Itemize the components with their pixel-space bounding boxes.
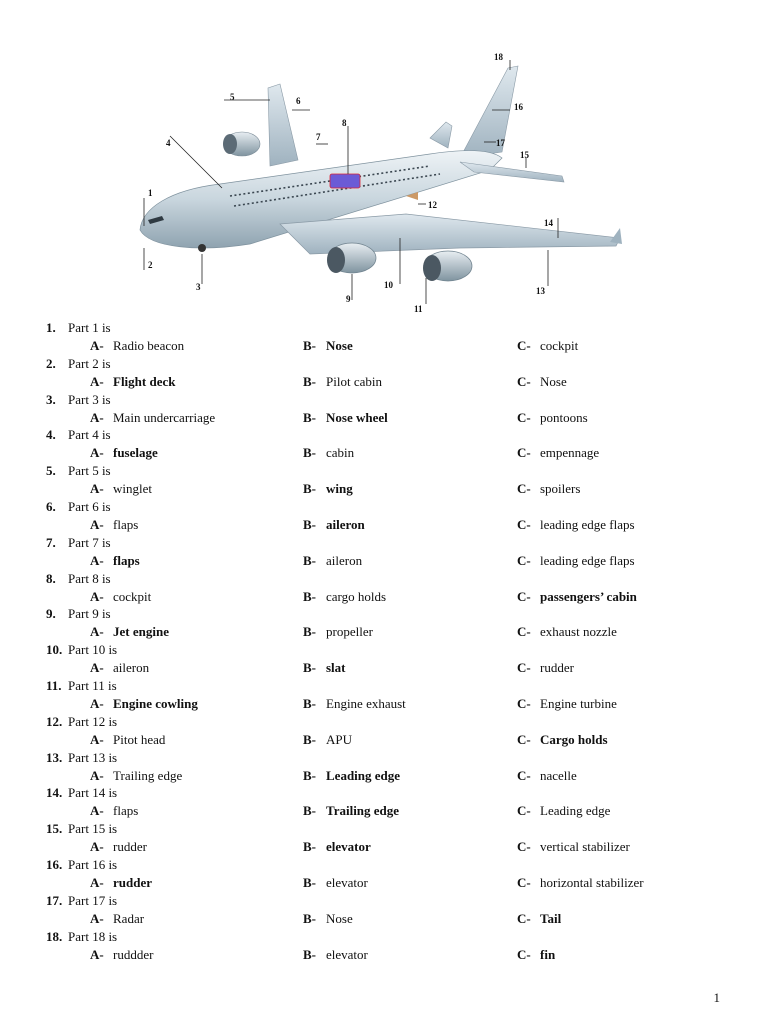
option-c[interactable] [517, 839, 630, 855]
question-prompt [46, 750, 117, 766]
option-a[interactable] [90, 338, 184, 354]
option-label: B- [303, 767, 316, 783]
option-c[interactable] [517, 732, 608, 748]
option-label: B- [303, 445, 316, 461]
question-prompt [46, 857, 117, 873]
option-text: exhaust nozzle [540, 624, 617, 640]
option-label: C- [517, 409, 531, 425]
question-prompt [46, 893, 117, 909]
option-label: B- [303, 839, 316, 855]
option-c[interactable] [517, 445, 599, 461]
option-c[interactable] [517, 338, 578, 354]
option-text: Nose [326, 910, 353, 926]
option-text: winglet [113, 481, 152, 497]
option-b[interactable] [303, 732, 352, 748]
option-text: Trailing edge [326, 803, 400, 819]
question-item [0, 356, 768, 392]
callout-15: 15 [520, 150, 529, 160]
question-number: 3. [46, 391, 56, 407]
option-text: spoilers [540, 481, 581, 497]
option-a[interactable] [90, 839, 147, 855]
option-c[interactable] [517, 768, 577, 784]
option-a[interactable] [90, 410, 215, 426]
option-text: Nose [326, 338, 353, 353]
option-text: vertical stabilizer [540, 839, 630, 855]
question-number: 2. [46, 355, 56, 371]
callout-3: 3 [196, 282, 201, 292]
question-item [0, 821, 768, 857]
option-text: wing [326, 481, 353, 497]
callout-14: 14 [544, 218, 553, 228]
callout-9: 9 [346, 294, 351, 304]
callout-8: 8 [342, 118, 347, 128]
option-a[interactable] [90, 947, 153, 963]
option-text: Radar [113, 910, 145, 926]
option-label: B- [303, 373, 316, 389]
callout-7: 7 [316, 132, 321, 142]
option-label: A- [90, 767, 104, 783]
option-c[interactable] [517, 803, 610, 819]
option-text: rudder [540, 660, 574, 676]
option-b[interactable] [303, 481, 353, 497]
option-text: leading edge flaps [540, 516, 635, 532]
option-label: A- [90, 588, 104, 604]
question-number: 15. [46, 821, 63, 837]
question-prompt [46, 392, 111, 408]
page-number: 1 [713, 990, 720, 1005]
option-b[interactable] [303, 338, 353, 354]
option-a[interactable] [90, 624, 169, 640]
callout-12: 12 [428, 200, 437, 210]
option-label: A- [90, 481, 104, 497]
option-c[interactable] [517, 374, 567, 390]
option-text: rudder [113, 839, 147, 855]
option-text: Pitot head [113, 731, 166, 747]
option-label: B- [303, 624, 316, 640]
option-label: A- [90, 839, 104, 855]
option-b[interactable] [303, 374, 382, 390]
callout-17: 17 [496, 138, 505, 148]
option-label: C- [517, 445, 531, 461]
option-label: C- [517, 516, 531, 532]
option-text: cargo holds [326, 588, 387, 604]
question-item [0, 535, 768, 571]
question-item [0, 750, 768, 786]
option-label: C- [517, 946, 531, 962]
option-b[interactable] [303, 410, 388, 426]
option-b[interactable] [303, 553, 362, 569]
option-text: Nose [540, 373, 567, 389]
option-text: cockpit [540, 338, 579, 353]
option-label: A- [90, 624, 104, 640]
question-number: 6. [46, 498, 56, 514]
option-b[interactable] [303, 624, 373, 640]
option-text: rudder [113, 874, 152, 890]
question-text: Part 5 is [68, 463, 111, 479]
callout-10: 10 [384, 280, 393, 290]
question-number: 13. [46, 749, 63, 765]
question-prompt [46, 642, 117, 658]
option-label: A- [90, 731, 104, 747]
option-label: C- [517, 552, 531, 568]
option-label: A- [90, 660, 104, 676]
option-c[interactable] [517, 875, 644, 891]
option-text: Jet engine [113, 624, 169, 640]
question-text: Part 14 is [68, 785, 118, 801]
option-b[interactable] [303, 803, 399, 819]
callout-4: 4 [166, 138, 171, 148]
question-item [0, 499, 768, 535]
option-a[interactable] [90, 696, 198, 712]
option-a[interactable] [90, 803, 138, 819]
callout-5: 5 [230, 92, 235, 102]
option-text: Engine turbine [540, 695, 617, 711]
option-label: C- [517, 731, 531, 747]
question-prompt [46, 356, 111, 372]
option-c[interactable] [517, 481, 580, 497]
option-text: Flight deck [113, 373, 176, 389]
question-prompt [46, 821, 117, 837]
question-text: Part 9 is [68, 606, 111, 622]
option-c[interactable] [517, 696, 617, 712]
option-b[interactable] [303, 875, 368, 891]
question-prompt [46, 320, 111, 336]
question-item [0, 427, 768, 463]
callout-2: 2 [148, 260, 153, 270]
question-number: 17. [46, 892, 63, 908]
question-text: Part 8 is [68, 570, 111, 586]
callout-13: 13 [536, 286, 545, 296]
option-label: C- [517, 874, 531, 890]
option-text: aileron [113, 660, 150, 676]
question-text: Part 18 is [68, 928, 118, 944]
option-label: A- [90, 910, 104, 926]
question-item [0, 571, 768, 607]
option-text: Leading edge [326, 767, 401, 783]
option-label: A- [90, 373, 104, 389]
option-label: B- [303, 731, 316, 747]
option-b[interactable] [303, 517, 365, 533]
option-text: propeller [326, 624, 373, 640]
question-item [0, 678, 768, 714]
option-a[interactable] [90, 553, 140, 569]
option-text: APU [326, 731, 353, 747]
option-label: A- [90, 516, 104, 532]
option-a[interactable] [90, 589, 151, 605]
option-label: C- [517, 803, 531, 819]
option-text: Engine cowling [113, 695, 198, 711]
question-list [0, 320, 768, 964]
callout-18: 18 [494, 52, 503, 62]
option-a[interactable] [90, 732, 165, 748]
option-label: B- [303, 803, 316, 819]
question-text: Part 13 is [68, 749, 118, 765]
option-label: C- [517, 481, 531, 497]
question-prompt [46, 929, 117, 945]
option-text: Cargo holds [540, 731, 608, 747]
option-text: flaps [113, 803, 139, 819]
callout-1: 1 [148, 188, 153, 198]
question-text: Part 10 is [68, 642, 118, 658]
option-text: Leading edge [540, 803, 611, 819]
question-number: 9. [46, 606, 56, 622]
option-text: elevator [326, 874, 368, 890]
option-label: C- [517, 588, 531, 604]
question-prompt [46, 535, 111, 551]
option-text: aileron [326, 552, 363, 568]
option-label: B- [303, 874, 316, 890]
option-text: slat [326, 660, 346, 676]
option-label: A- [90, 946, 104, 962]
option-text: cockpit [113, 588, 152, 604]
option-a[interactable] [90, 660, 149, 676]
option-a[interactable] [90, 768, 182, 784]
question-text: Part 6 is [68, 498, 111, 514]
option-text: Trailing edge [113, 767, 183, 783]
airplane-illustration [130, 48, 630, 320]
callout-16: 16 [514, 102, 523, 112]
option-text: Main undercarriage [113, 409, 216, 425]
option-a[interactable] [90, 374, 175, 390]
option-c[interactable] [517, 589, 637, 605]
callout-6: 6 [296, 96, 301, 106]
question-number: 11. [46, 677, 62, 693]
option-b[interactable] [303, 696, 406, 712]
question-prompt [46, 571, 111, 587]
question-text: Part 3 is [68, 391, 111, 407]
question-number: 5. [46, 463, 56, 479]
option-label: C- [517, 910, 531, 926]
question-number: 18. [46, 928, 63, 944]
question-text: Part 4 is [68, 427, 111, 443]
option-label: C- [517, 660, 531, 676]
option-b[interactable] [303, 911, 353, 927]
question-text: Part 12 is [68, 713, 118, 729]
option-b[interactable] [303, 947, 368, 963]
option-c[interactable] [517, 911, 561, 927]
option-label: A- [90, 803, 104, 819]
option-b[interactable] [303, 768, 400, 784]
question-prompt [46, 427, 111, 443]
question-number: 7. [46, 534, 56, 550]
question-item [0, 893, 768, 929]
option-c[interactable] [517, 410, 588, 426]
question-item [0, 642, 768, 678]
option-text: cabin [326, 445, 355, 461]
option-text: pontoons [540, 409, 588, 425]
option-label: B- [303, 481, 316, 497]
option-text: fuselage [113, 445, 158, 461]
question-prompt [46, 678, 117, 694]
option-a[interactable] [90, 481, 152, 497]
option-text: Tail [540, 910, 562, 926]
option-label: C- [517, 695, 531, 711]
option-b[interactable] [303, 660, 346, 676]
option-label: C- [517, 839, 531, 855]
option-label: B- [303, 660, 316, 676]
option-a[interactable] [90, 911, 144, 927]
option-label: B- [303, 910, 316, 926]
question-item [0, 392, 768, 428]
question-text: Part 15 is [68, 821, 118, 837]
option-b[interactable] [303, 445, 354, 461]
option-c[interactable] [517, 660, 574, 676]
question-text: Part 11 is [68, 677, 117, 693]
option-text: Nose wheel [326, 409, 388, 425]
option-label: B- [303, 695, 316, 711]
question-prompt [46, 463, 111, 479]
question-text: Part 16 is [68, 856, 118, 872]
option-text: horizontal stabilizer [540, 874, 644, 890]
option-text: passengers’ cabin [540, 588, 637, 604]
question-number: 8. [46, 570, 56, 586]
option-label: A- [90, 695, 104, 711]
question-number: 4. [46, 427, 56, 443]
option-b[interactable] [303, 589, 386, 605]
option-label: C- [517, 767, 531, 783]
option-a[interactable] [90, 517, 138, 533]
option-text: aileron [326, 516, 365, 532]
question-prompt [46, 714, 117, 730]
question-item [0, 785, 768, 821]
option-label: B- [303, 338, 316, 353]
airplane-diagram [130, 48, 630, 320]
option-text: elevator [326, 946, 368, 962]
question-number: 14. [46, 785, 63, 801]
option-label: A- [90, 552, 104, 568]
option-text: empennage [540, 445, 600, 461]
option-label: B- [303, 552, 316, 568]
question-text: Part 1 is [68, 320, 111, 335]
question-item [0, 714, 768, 750]
question-number: 10. [46, 642, 63, 658]
question-text: Part 2 is [68, 355, 111, 371]
question-prompt [46, 606, 111, 622]
option-a[interactable] [90, 445, 158, 461]
option-label: A- [90, 874, 104, 890]
option-c[interactable] [517, 553, 635, 569]
option-text: leading edge flaps [540, 552, 635, 568]
question-item [0, 929, 768, 965]
option-label: B- [303, 516, 316, 532]
option-label: C- [517, 624, 531, 640]
option-text: flaps [113, 552, 140, 568]
question-item [0, 857, 768, 893]
option-text: flaps [113, 516, 139, 532]
option-label: B- [303, 409, 316, 425]
option-text: fin [540, 946, 556, 962]
question-item [0, 320, 768, 356]
option-b[interactable] [303, 839, 371, 855]
option-label: C- [517, 338, 531, 353]
question-text: Part 7 is [68, 534, 111, 550]
question-prompt [46, 499, 111, 515]
option-label: C- [517, 373, 531, 389]
option-text: ruddder [113, 946, 154, 962]
option-c[interactable] [517, 517, 635, 533]
question-text: Part 17 is [68, 892, 118, 908]
option-a[interactable] [90, 875, 152, 891]
option-label: A- [90, 409, 104, 425]
option-text: Radio beacon [113, 338, 185, 353]
option-c[interactable] [517, 624, 617, 640]
question-prompt [46, 785, 117, 801]
question-number: 1. [46, 320, 56, 335]
question-item [0, 606, 768, 642]
option-text: elevator [326, 839, 371, 855]
option-label: B- [303, 946, 316, 962]
option-label: B- [303, 588, 316, 604]
question-number: 16. [46, 856, 63, 872]
question-number: 12. [46, 713, 63, 729]
option-text: Pilot cabin [326, 373, 382, 389]
question-item [0, 463, 768, 499]
option-text: nacelle [540, 767, 577, 783]
option-label: A- [90, 338, 104, 353]
option-label: A- [90, 445, 104, 461]
option-text: Engine exhaust [326, 695, 406, 711]
option-c[interactable] [517, 947, 555, 963]
callout-11: 11 [414, 304, 423, 314]
